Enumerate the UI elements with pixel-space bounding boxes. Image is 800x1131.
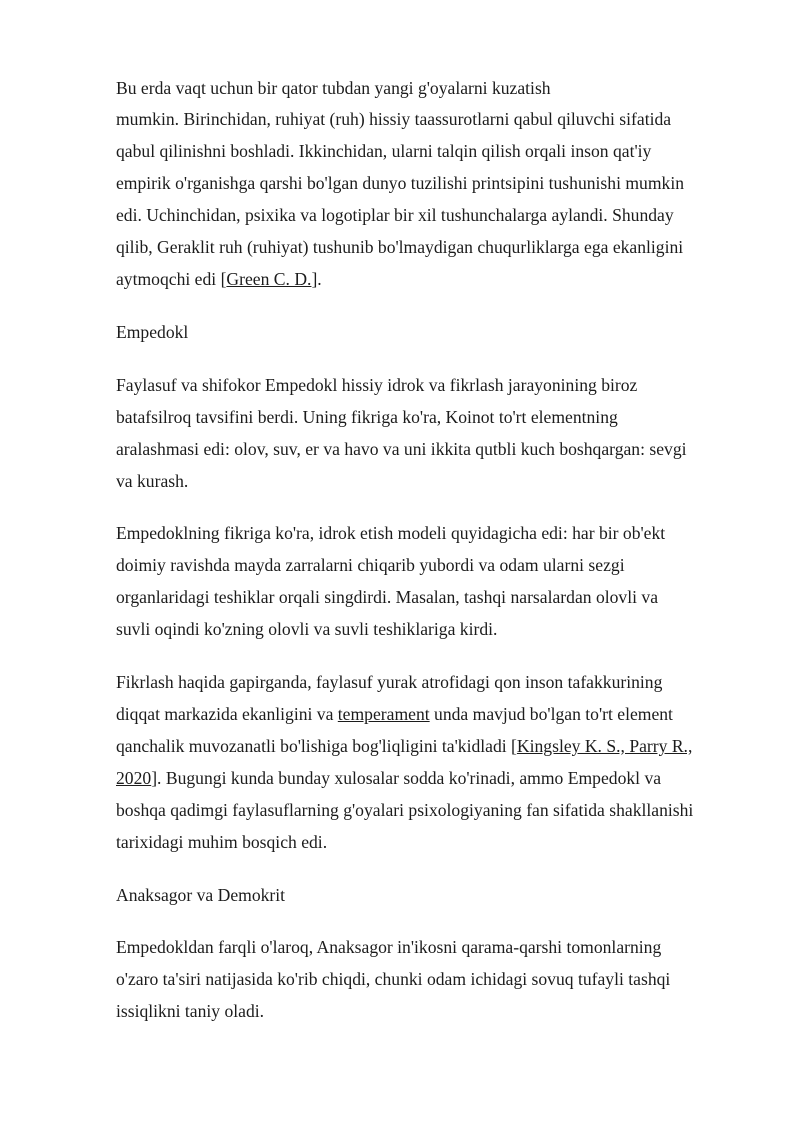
p2-line-1: Empedoklning fikriga ko'ra, idrok etish modeli quyidagicha edi: har bir ob'ekt bbox=[116, 523, 666, 543]
p1-line-4: va kurash. bbox=[116, 471, 189, 491]
intro-line-4: empirik o'rganishga qarshi bo'lgan dunyo tuzilishi printsipini tushunishi mumkin bbox=[116, 173, 685, 193]
intro-line-2: mumkin. Birinchidan, ruhiyat (ruh) hissiy taassurotlarni qabul qiluvchi sifatida bbox=[116, 109, 672, 129]
p3-line-5: boshqa qadimgi faylasuflarning g'oyalari psixologiyaning fan sifatida shakllanishi bbox=[116, 800, 694, 820]
citation-kingsley-link[interactable]: Kingsley K. S., Parry R., bbox=[516, 736, 693, 756]
heading-empedokl: Empedokl bbox=[116, 322, 189, 342]
citation-green-text: Green C. D. bbox=[226, 269, 312, 289]
p1-line-1: Faylasuf va shifokor Empedokl hissiy idrok va fikrlash jarayonining biroz bbox=[116, 375, 638, 395]
p4-line-3: issiqlikni taniy oladi. bbox=[116, 1001, 265, 1021]
p2-line-3: organlaridagi teshiklar orqali singdirdi. Masalan, tashqi narsalardan olovli va bbox=[116, 587, 659, 607]
intro-line-3: qabul qilinishni boshladi. Ikkinchidan, ularni talqin qilish orqali inson qat'iy bbox=[116, 141, 652, 161]
p3-line-6: tarixidagi muhim bosqich edi. bbox=[116, 832, 328, 852]
intro-line-7 bbox=[116, 268, 322, 290]
intro-line-6: qilib, Geraklit ruh (ruhiyat) tushunib bo'lmaydigan chuqurliklarga ega ekanligini bbox=[116, 237, 684, 257]
p3-line-2-rest: unda mavjud bo'lgan to'rt element bbox=[429, 704, 673, 724]
citation-green-link[interactable] bbox=[221, 269, 312, 289]
p2-line-2: doimiy ravishda mayda zarralarni chiqarib yubordi va odam ularni sezgi bbox=[116, 555, 625, 575]
intro-last-text: aytmoqchi edi bbox=[116, 269, 221, 289]
p2-line-4: suvli oqindi ko'zning olovli va suvli teshiklariga kirdi. bbox=[116, 619, 498, 639]
p3-line-4-text: ]. Bugungi kunda bunday xulosalar sodda ko'rinadi, ammo Empedokl va bbox=[151, 768, 662, 788]
intro-line-5: edi. Uchinchidan, psixika va logotiplar bir xil tushunchalarga aylandi. Shunday bbox=[116, 205, 674, 225]
p3-line-1: Fikrlash haqida gapirganda, faylasuf yurak atrofidagi qon inson tafakkurining bbox=[116, 672, 663, 692]
p3-line-2-text: diqqat markazida ekanligini va bbox=[116, 704, 338, 724]
p4-line-2: o'zaro ta'siri natijasida ko'rib chiqdi, chunki odam ichidagi sovuq tufayli tashqi bbox=[116, 969, 671, 989]
citation-open-bracket: [ bbox=[220, 269, 227, 289]
p3-line-3-text: qanchalik muvozanatli bo'lishiga bog'liqligini ta'kidladi [ bbox=[116, 736, 517, 756]
citation-close: ]. bbox=[311, 269, 322, 289]
citation-year-link[interactable]: 2020 bbox=[116, 768, 152, 788]
p1-line-2: batafsilroq tavsifini berdi. Uning fikriga ko'ra, Koinot to'rt elementning bbox=[116, 407, 618, 427]
p3-line-2 bbox=[116, 703, 673, 725]
p1-line-3: aralashmasi edi: olov, suv, er va havo va uni ikkita qutbli kuch boshqargan: sevgi bbox=[116, 439, 687, 459]
intro-line-1: Bu erda vaqt uchun bir qator tubdan yangi g'oyalarni kuzatish bbox=[116, 78, 551, 98]
heading-anaksagor-demokrit: Anaksagor va Demokrit bbox=[116, 885, 286, 905]
p4-line-1: Empedokldan farqli o'laroq, Anaksagor in'ikosni qarama-qarshi tomonlarning bbox=[116, 937, 662, 957]
p3-line-4 bbox=[116, 767, 661, 789]
p3-line-3 bbox=[116, 735, 692, 757]
temperament-link[interactable]: temperament bbox=[337, 704, 430, 724]
